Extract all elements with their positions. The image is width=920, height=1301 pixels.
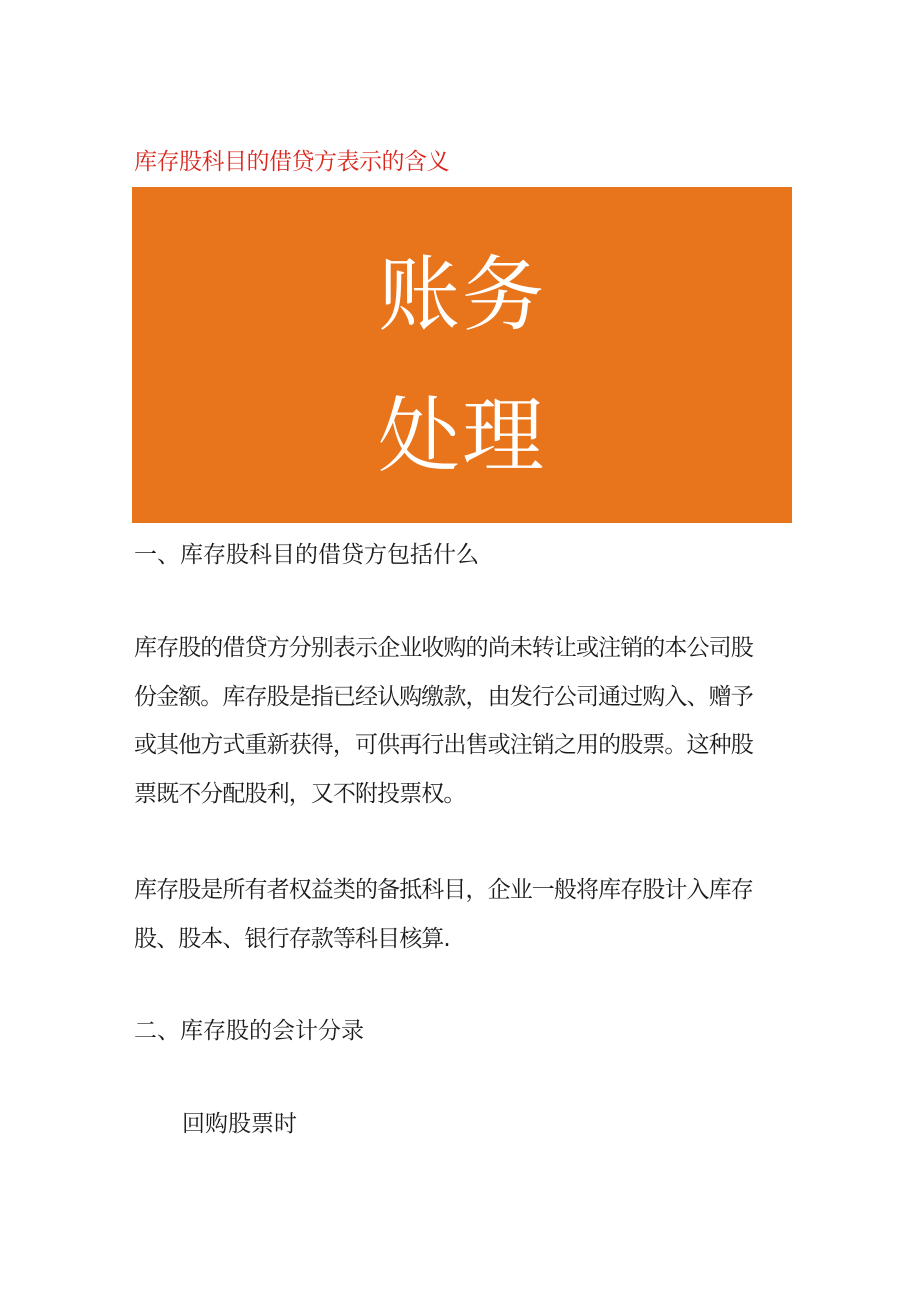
- paragraph-line: 库存股是所有者权益类的备抵科目，企业一般将库存股计入库存: [134, 877, 753, 903]
- paragraph-line: 股、股本、银行存款等科目核算.: [134, 925, 450, 952]
- section-1-heading: 一、库存股科目的借贷方包括什么: [134, 542, 479, 568]
- section-2-subheading: 回购股票时: [182, 1111, 297, 1137]
- document-title: 库存股科目的借贷方表示的含义: [134, 149, 449, 175]
- paragraph-line: 或其他方式重新获得，可供再行出售或注销之用的股票。这种股: [134, 732, 753, 758]
- section-1-paragraph-1: [134, 624, 798, 818]
- paragraph-line: 票既不分配股利，又不附投票权。: [134, 780, 466, 807]
- paragraph-line: 库存股的借贷方分别表示企业收购的尚未转让或注销的本公司股: [134, 635, 753, 661]
- banner-text-line-2: 处理: [377, 389, 546, 484]
- section-1-paragraph-2: [134, 866, 798, 963]
- banner-text-line-1: 账务: [377, 248, 546, 343]
- paragraph-line: 份金额。库存股是指已经认购缴款，由发行公司通过购入、赠予: [134, 683, 753, 710]
- section-2-heading: 二、库存股的会计分录: [134, 1018, 364, 1044]
